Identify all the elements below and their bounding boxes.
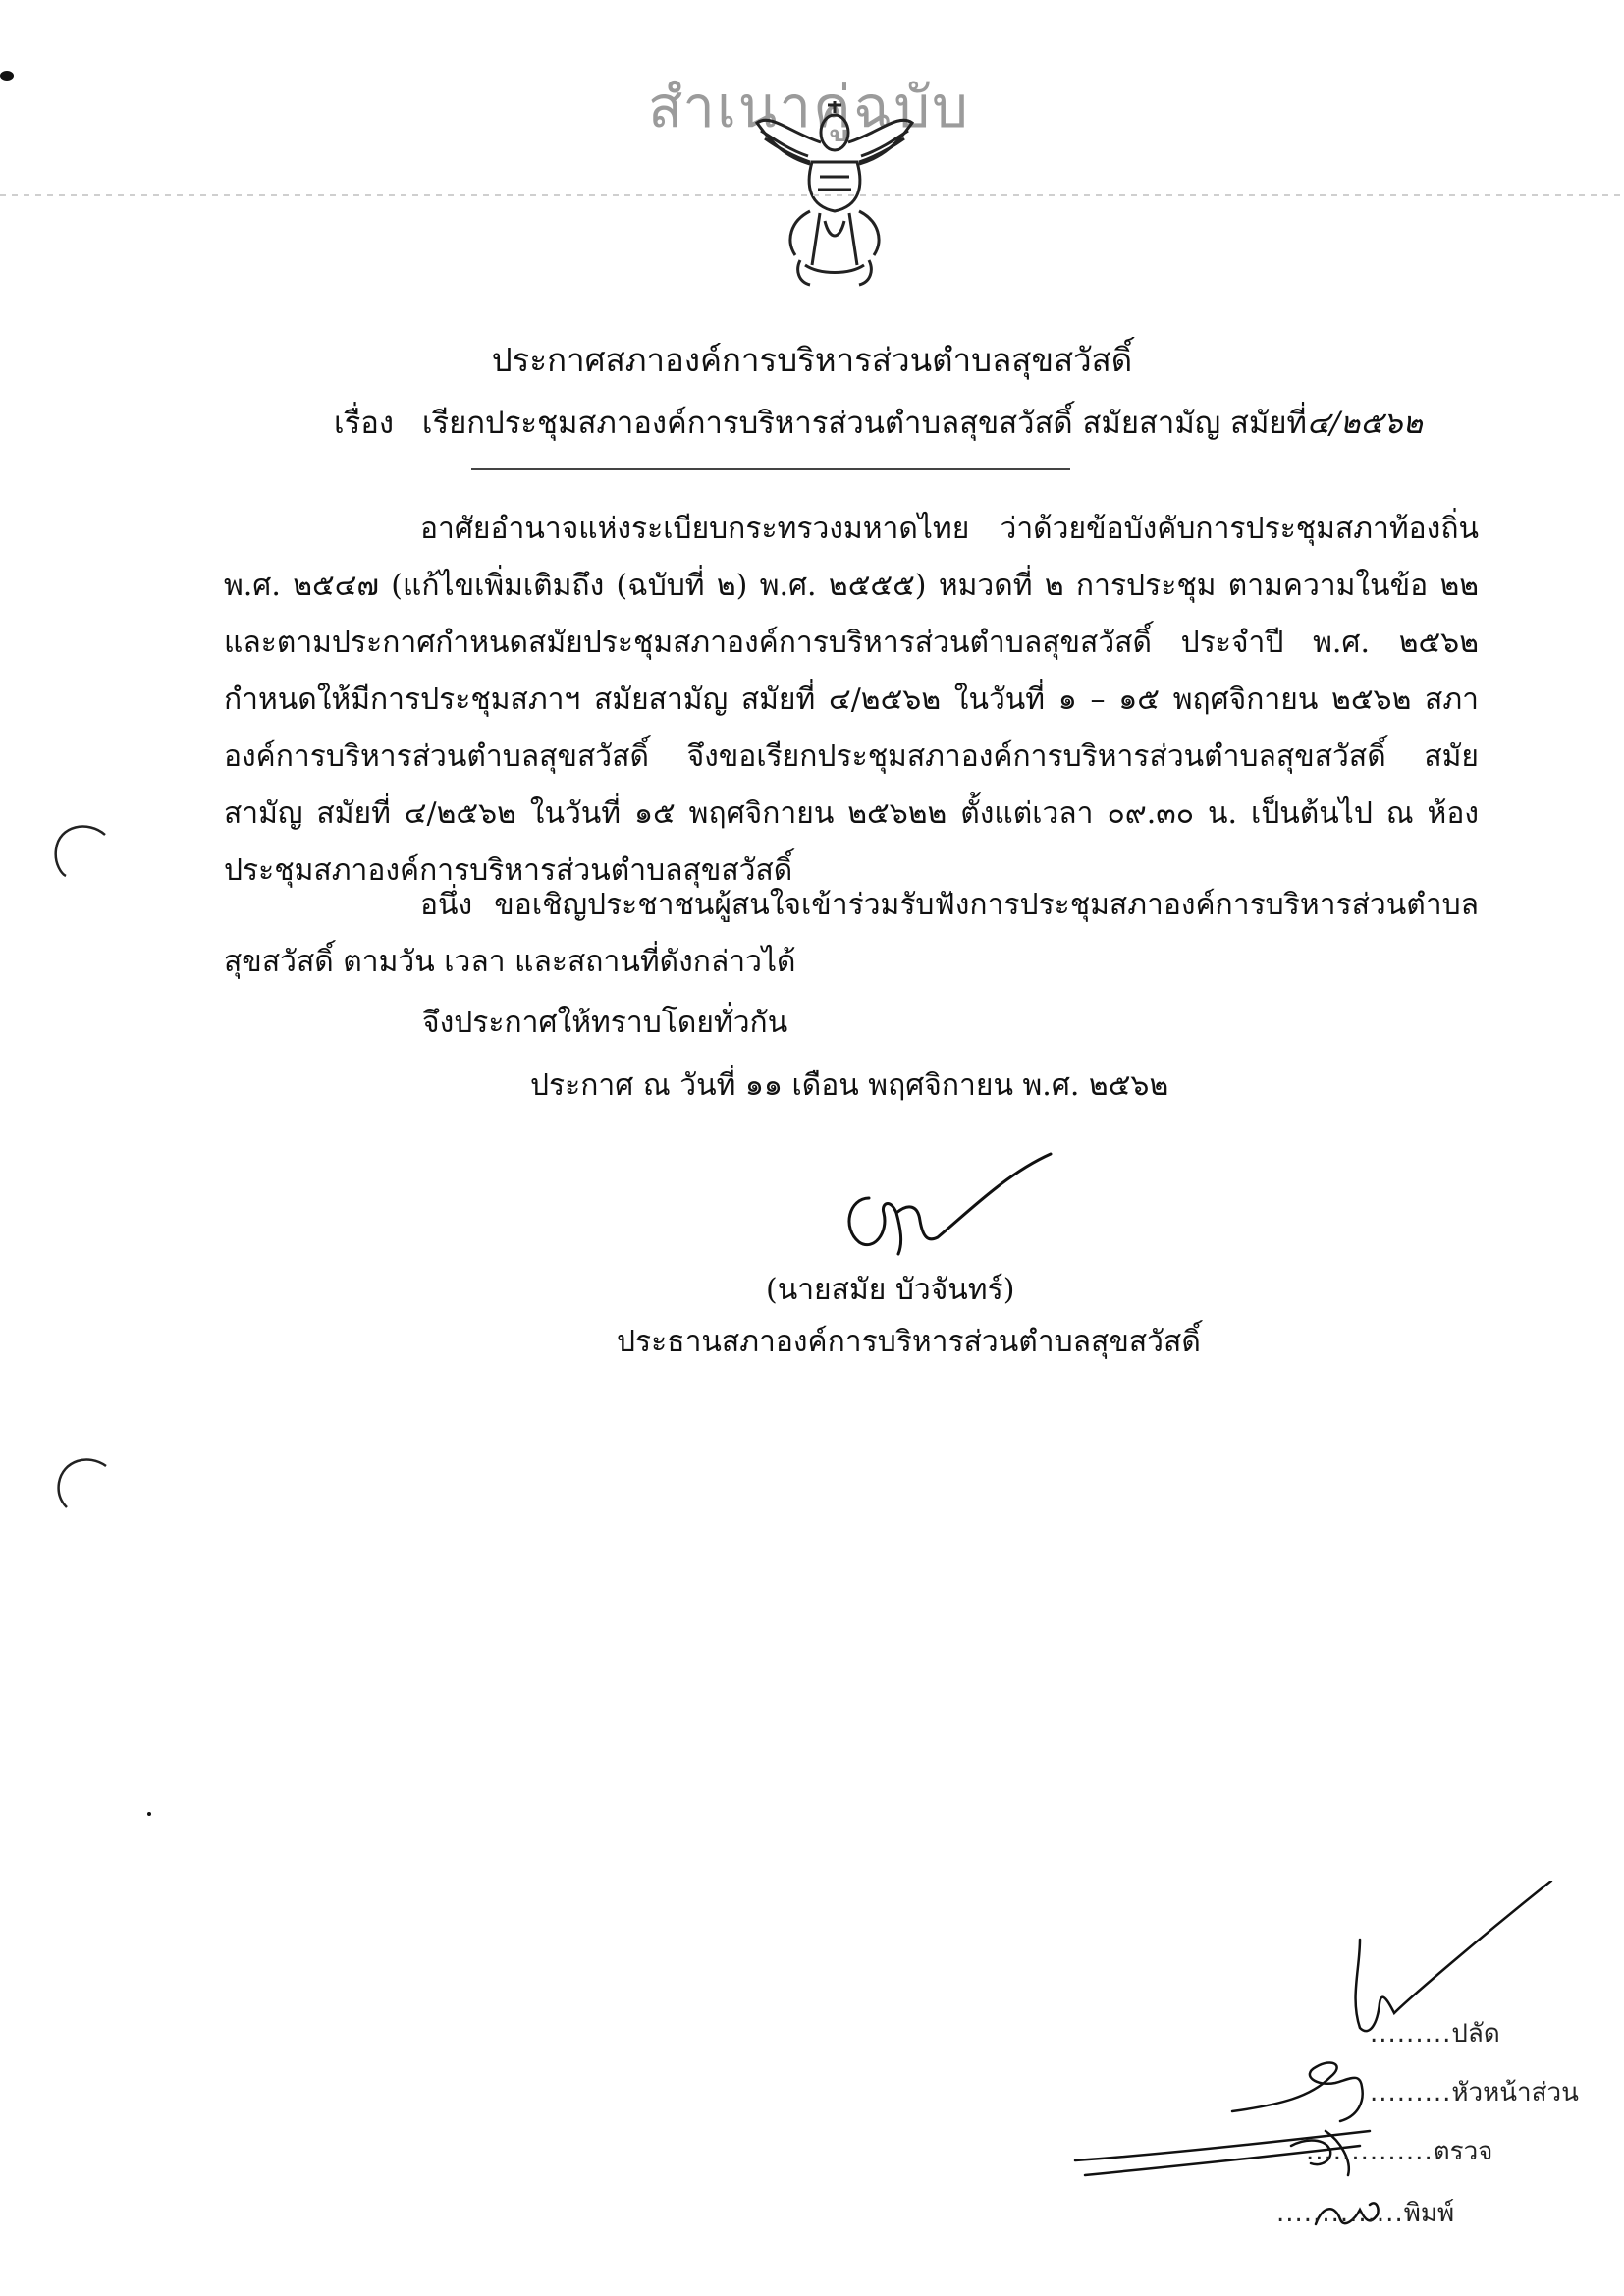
routing-label-clerk: ปลัด <box>1451 2019 1500 2049</box>
routing-row-3: ..............ตรวจ <box>1306 2137 1493 2166</box>
paragraph-2-text: อนึ่ง ขอเชิญประชาชนผู้สนใจเข้าร่วมรับฟังการประชุมสภาองค์การบริหารส่วนตำบลสุขสวัสดิ์ ตามวัน เวลา และสถานที่ดังกล่าวได้ <box>224 888 1479 979</box>
paragraph-1-text: อาศัยอำนาจแห่งระเบียบกระทรวงมหาดไทย ว่าด้วยข้อบังคับการประชุมสภาท้องถิ่น พ.ศ. ๒๕๔๗ (แก้ไขเพิ่มเติมถึง (ฉบับที่ ๒) พ.ศ. ๒๕๕๕) หมวดที่ ๒ การประชุม ตามความในข้อ ๒๒ และตามประกาศกำหนดสมัยประชุมสภาองค์การบริหารส่วนตำบลสุขสวัสดิ์ ประจำปี พ.ศ. ๒๕๖๒ กำหนดให้มีการประชุมสภาฯ สมัยสามัญ สมัยที่ ๔/๒๕๖๒ ในวันที่ ๑ – ๑๕ พฤศจิกายน ๒๕๖๒ สภาองค์การบริหารส่วนตำบลสุขสวัสดิ์ จึงขอเรียกประชุมสภาองค์การบริหารส่วนตำบลสุขสวัสดิ์ สมัยสามัญ สมัยที่ ๔/๒๕๖๒ ในวันที่ ๑๕ พฤศจิกายน ๒๕๖๒๒ ตั้งแต่เวลา ๐๙.๓๐ น. เป็นต้นไป ณ ห้องประชุมสภาองค์การบริหารส่วนตำบลสุขสวัสดิ์ <box>224 512 1479 888</box>
signatory-name: (นายสมัย บัวจันทร์) <box>766 1273 1015 1307</box>
scan-speck <box>0 71 14 81</box>
subject-text: เรียกประชุมสภาองค์การบริหารส่วนตำบลสุขสวัสดิ์ สมัยสามัญ สมัยที่ <box>421 406 1307 441</box>
scan-speck <box>147 1812 151 1816</box>
routing-row-2: .........หัวหน้าส่วน <box>1370 2078 1579 2107</box>
subject-label: เรื่อง <box>334 406 395 441</box>
document-title: ประกาศสภาองค์การบริหารส่วนตำบลสุขสวัสดิ์ <box>491 341 1133 379</box>
hole-punch-mark <box>44 815 113 884</box>
signatory-position: ประธานสภาองค์การบริหารส่วนตำบลสุขสวัสดิ์ <box>617 1325 1201 1359</box>
closing-line: จึงประกาศให้ทราบโดยทั่วกัน <box>422 1006 788 1040</box>
routing-label-review: ตรวจ <box>1433 2137 1493 2166</box>
garuda-emblem-icon <box>751 93 918 290</box>
scan-artifact-line <box>0 194 1624 196</box>
routing-row-4: ..............พิมพ์ <box>1276 2199 1455 2228</box>
routing-label-section-head: หัวหน้าส่วน <box>1451 2078 1579 2107</box>
body-paragraph-1 <box>224 501 1479 900</box>
hole-punch-mark <box>49 1449 118 1517</box>
routing-label-typed: พิมพ์ <box>1403 2199 1455 2228</box>
body-paragraph-2 <box>224 877 1479 991</box>
announcement-dateline: ประกาศ ณ วันที่ ๑๑ เดือน พฤศจิกายน พ.ศ. ๒๕๖๒ <box>530 1068 1169 1103</box>
subject-number: ๔/๒๕๖๒ <box>1306 406 1423 441</box>
subject-row <box>334 398 1423 447</box>
routing-row-1: .........ปลัด <box>1370 2019 1500 2049</box>
handwritten-signature <box>830 1144 1065 1272</box>
copy-stamp: สำเนาคู่ฉบับ <box>648 74 970 140</box>
title-divider <box>471 468 1070 470</box>
